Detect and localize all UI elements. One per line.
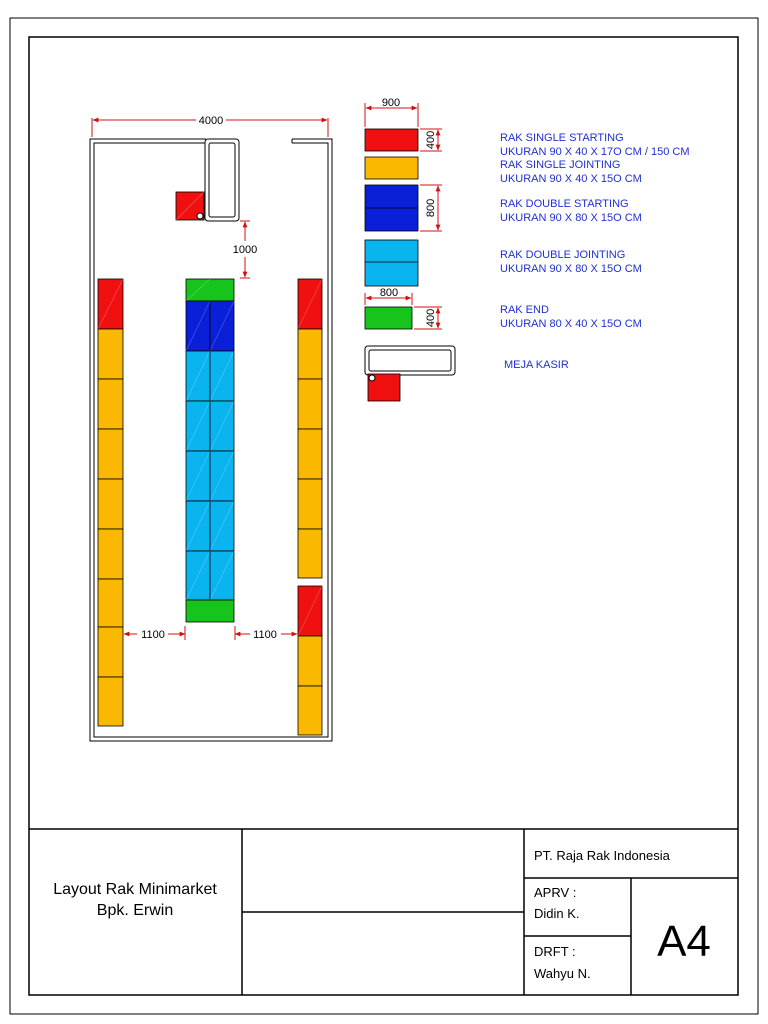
- legend-dim-800-vertical: 800: [425, 198, 437, 218]
- aisle-right-label: 1100: [253, 629, 277, 641]
- legend-single-starting-size: UKURAN 90 X 40 X 17O CM / 150 CM: [500, 146, 690, 158]
- drawing-title-line2: Bpk. Erwin: [96, 902, 174, 919]
- legend-single-starting-title: RAK SINGLE STARTING: [500, 132, 624, 144]
- legend-dim-800-horizontal: 800: [379, 287, 399, 299]
- legend-double-starting-title: RAK DOUBLE STARTING: [500, 198, 629, 210]
- left-shelf-row: [98, 279, 123, 726]
- drafter-label: DRFT :: [534, 944, 576, 959]
- approver-label: APRV :: [534, 885, 577, 900]
- room-cashier-counter: [176, 139, 239, 221]
- drawing-title-line1: Layout Rak Minimarket: [53, 881, 217, 898]
- legend-dim-900: 900: [381, 97, 401, 109]
- legend-swatches: [365, 129, 418, 329]
- legend-double-jointing-size: UKURAN 90 X 80 X 15O CM: [500, 263, 642, 275]
- legend-cashier-label: MEJA KASIR: [504, 359, 569, 371]
- legend-dim-400-a: 400: [425, 130, 437, 150]
- cashier-gap-label: 1000: [232, 244, 258, 256]
- approver-name: Didin K.: [534, 906, 580, 921]
- legend-double-jointing-title: RAK DOUBLE JOINTING: [500, 249, 626, 261]
- room-width-label: 4000: [198, 115, 224, 127]
- legend-dim-400-b: 400: [425, 308, 437, 328]
- legend-rak-end-size: UKURAN 80 X 40 X 15O CM: [500, 318, 642, 330]
- legend-double-starting-size: UKURAN 90 X 80 X 15O CM: [500, 212, 642, 224]
- right-shelf-row: [298, 279, 322, 735]
- legend-single-jointing-title: RAK SINGLE JOINTING: [500, 159, 621, 171]
- sheet-size: A4: [657, 917, 711, 966]
- legend-single-jointing-size: UKURAN 90 X 40 X 15O CM: [500, 173, 642, 185]
- aisle-left-label: 1100: [141, 629, 165, 641]
- drafter-name: Wahyu N.: [534, 966, 591, 981]
- legend-rak-end-title: RAK END: [500, 304, 549, 316]
- company-name: PT. Raja Rak Indonesia: [534, 848, 670, 863]
- legend-cashier: [365, 346, 455, 401]
